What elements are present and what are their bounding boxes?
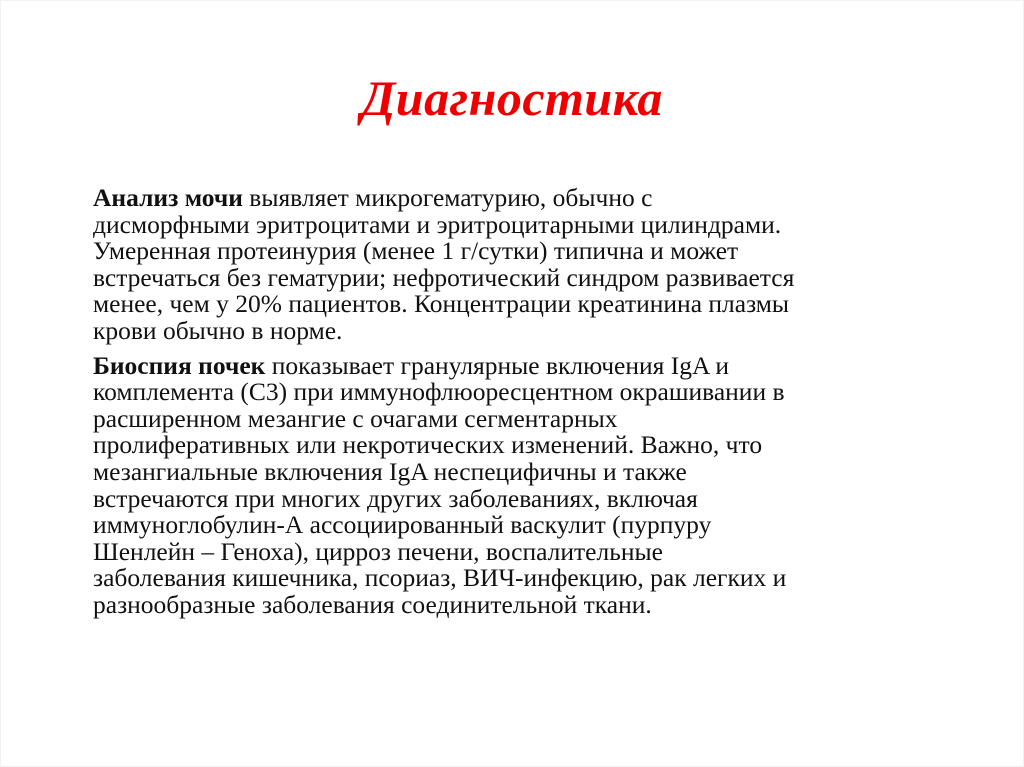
paragraph-urinalysis <box>93 185 973 345</box>
slide-body <box>93 185 973 619</box>
text-line: встречаться без гематурии; нефротический синдром развивается <box>93 262 795 292</box>
text-line: Биоспия почек показывает гранулярные включения IgA и <box>93 350 730 380</box>
text-line: заболевания кишечника, псориаз, ВИЧ-инфекцию, рак легких и <box>93 563 787 593</box>
text-line: встречаются при многих других заболеваниях, включая <box>93 483 698 513</box>
text-line: иммуноглобулин-А ассоциированный васкулит (пурпуру <box>93 510 712 540</box>
text-line: Шенлейн – Геноха), цирроз печени, воспалительные <box>93 536 663 566</box>
paragraph-biopsy <box>93 350 973 619</box>
text-line: мезангиальные включения IgA неспецифичны и также <box>93 456 687 486</box>
text-line: менее, чем у 20% пациентов. Концентрации креатинина плазмы <box>93 289 790 319</box>
text-line: дисморфными эритроцитами и эритроцитарными цилиндрами. <box>93 209 782 239</box>
slide-title: Диагностика <box>361 70 663 126</box>
text-line: крови обычно в норме. <box>93 315 343 345</box>
text-line: пролиферативных или некротических изменений. Важно, что <box>93 430 763 460</box>
text-line: расширенном мезангие с очагами сегментарных <box>93 403 618 433</box>
text-line: разнообразные заболевания соединительной ткани. <box>93 589 652 619</box>
lead-term-biopsy: Биоспия почек <box>93 350 266 380</box>
lead-term-urinalysis: Анализ мочи <box>93 183 243 212</box>
text-line: Анализ мочи выявляет микрогематурию, обычно с <box>93 183 653 212</box>
text-line: комплемента (С3) при иммунофлюоресцентном окрашивании в <box>93 377 785 407</box>
text-line: Умеренная протеинурия (менее 1 г/сутки) типична и может <box>93 236 739 266</box>
